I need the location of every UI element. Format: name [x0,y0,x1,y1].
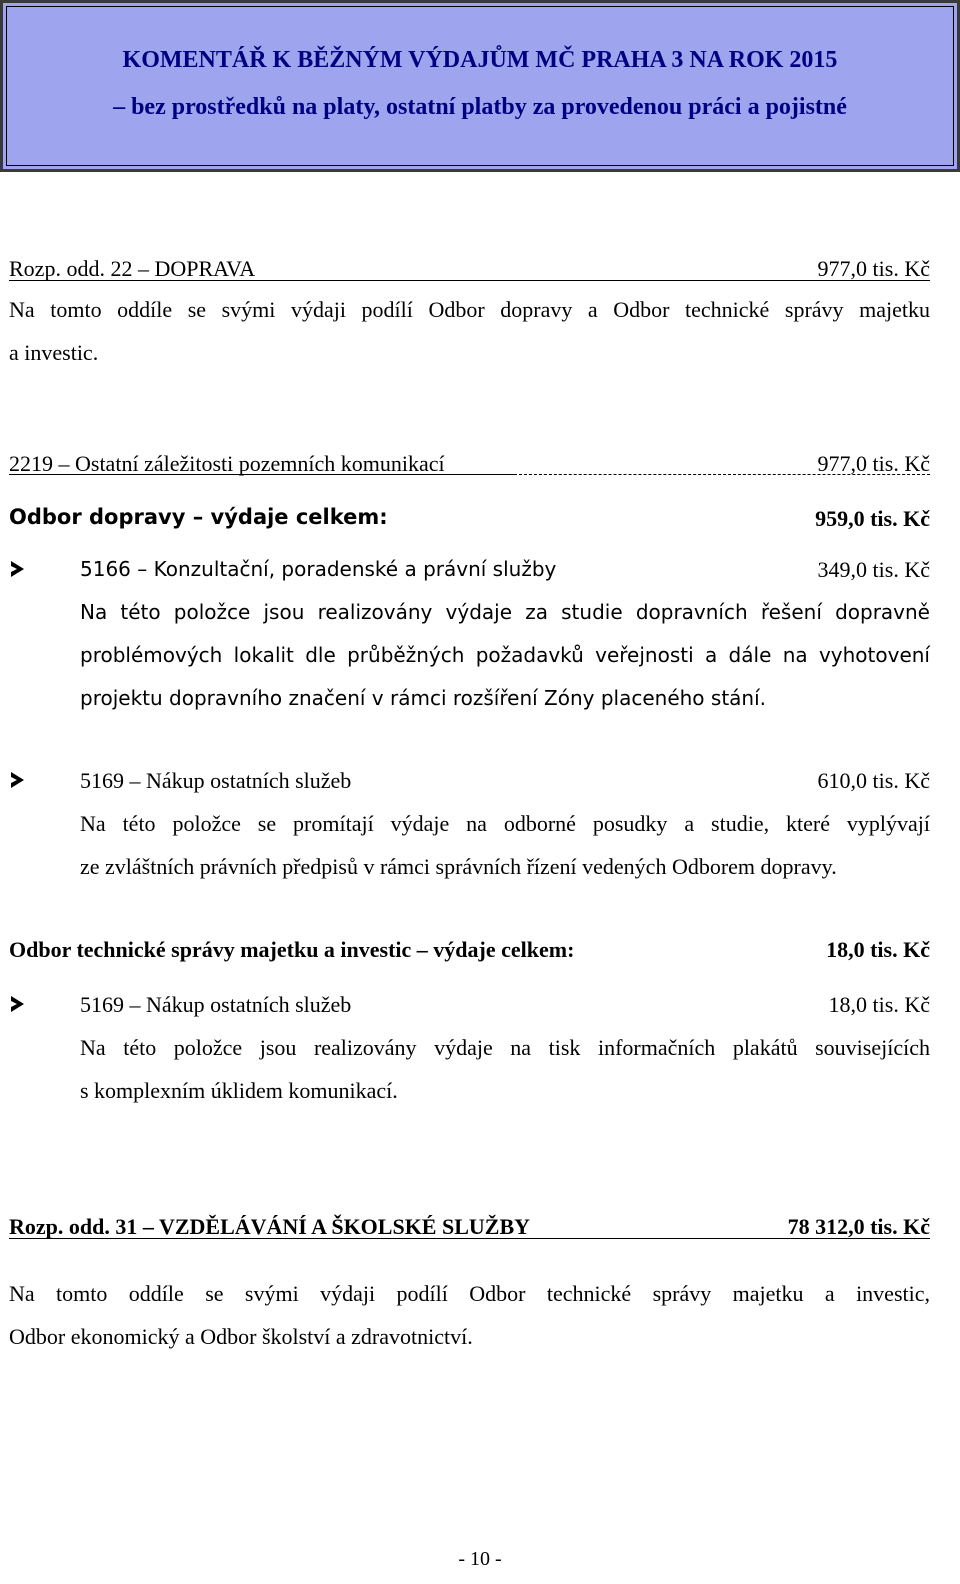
paragraph-2219-title: 2219 – Ostatní záležitosti pozemních komunikací [9,451,445,476]
item-5166-desc-line1: Na této položce jsou realizovány výdaje za studie dopravních řešení dopravně [80,600,930,624]
section-31-underline [9,1238,930,1239]
item-5169-dopr-amount: 610,0 tis. Kč [817,768,930,793]
item-5169-tsmi-desc-line1: Na této položce jsou realizovány výdaje na tisk informačních plakátů souvisejících [80,1035,930,1060]
paragraph-2219-leader [519,474,930,475]
odbor-dopravy-amount: 959,0 tis. Kč [815,506,930,531]
document-subtitle: – bez prostředků na platy, ostatní platby za provedenou práci a pojistné [113,94,847,120]
odbor-dopravy-label: Odbor dopravy – výdaje celkem: [9,505,388,529]
section-22-intro-line2: a investic. [9,340,99,365]
item-5169-tsmi-title: 5169 – Nákup ostatních služeb [80,992,352,1017]
paragraph-2219-amount: 977,0 tis. Kč [817,451,930,476]
item-5169-tsmi-amount: 18,0 tis. Kč [828,992,930,1017]
section-31-intro-line2: Odbor ekonomický a Odbor školství a zdravotnictví. [9,1324,473,1349]
section-22-title: Rozp. odd. 22 – DOPRAVA [9,256,256,281]
item-5169-dopr-desc-line2: ze zvláštních právních předpisů v rámci správních řízení vedených Odborem dopravy. [80,854,837,879]
section-31-intro-line1: Na tomto oddíle se svými výdaji podílí Odbor technické správy majetku a investic, [9,1281,930,1306]
item-5166-title: 5166 – Konzultační, poradenské a právní služby [80,557,557,581]
item-5169-dopr-title: 5169 – Nákup ostatních služeb [80,768,352,793]
section-22-underline [9,280,930,281]
item-5166-desc-line2: problémových lokalit dle průběžných požadavků veřejnosti a dále na vyhotovení [80,643,930,667]
bullet-arrow-icon [11,772,24,788]
section-31-title: Rozp. odd. 31 – VZDĚLÁVÁNÍ A ŠKOLSKÉ SLUŽBY [9,1214,531,1239]
item-5169-dopr-desc-line1: Na této položce se promítají výdaje na odborné posudky a studie, které vyplývají [80,811,930,836]
header-inner-frame [6,6,954,166]
header-banner [0,0,960,172]
page-number: - 10 - [458,1548,502,1570]
odbor-tsmi-amount: 18,0 tis. Kč [826,937,930,962]
document-title: KOMENTÁŘ K BĚŽNÝM VÝDAJŮM MČ PRAHA 3 NA ROK 2015 [122,47,838,73]
bullet-arrow-icon [11,996,24,1012]
section-31-amount: 78 312,0 tis. Kč [787,1214,930,1239]
item-5166-amount: 349,0 tis. Kč [817,557,930,582]
bullet-arrow-icon [11,561,24,577]
odbor-tsmi-label: Odbor technické správy majetku a investic – výdaje celkem: [9,937,575,962]
item-5169-tsmi-desc-line2: s komplexním úklidem komunikací. [80,1078,398,1103]
section-22-intro-line1: Na tomto oddíle se svými výdaji podílí Odbor dopravy a Odbor technické správy majetku [9,297,930,322]
paragraph-2219-underline [9,474,517,475]
item-5166-desc-line3: projektu dopravního značení v rámci rozšíření Zóny placeného stání. [80,686,767,710]
section-22-amount: 977,0 tis. Kč [817,256,930,281]
